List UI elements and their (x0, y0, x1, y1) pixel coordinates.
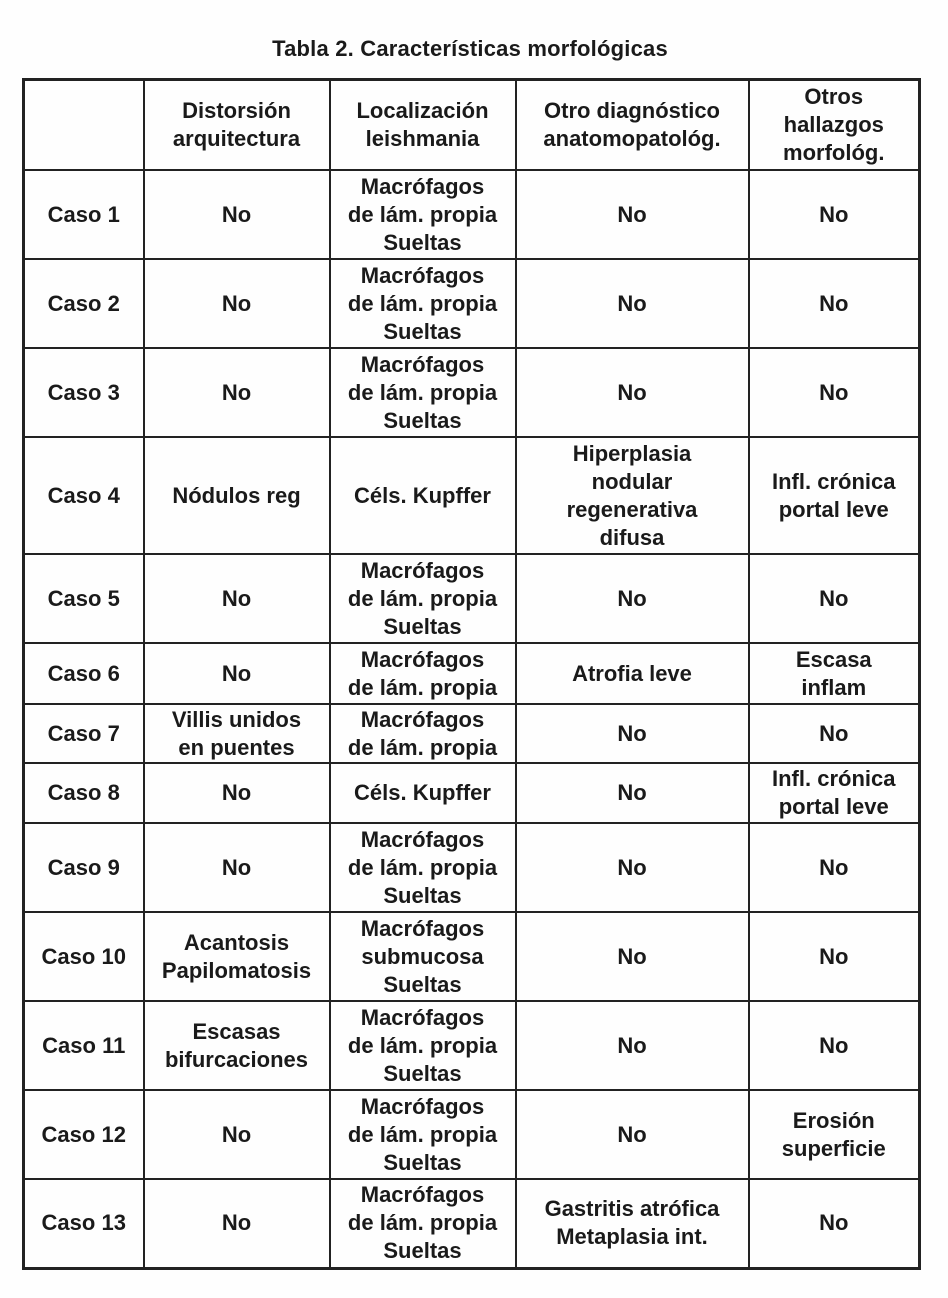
table-row (24, 912, 920, 1001)
case-label: Caso 6 (24, 643, 144, 704)
table-row (24, 1001, 920, 1090)
case-label: Caso 8 (24, 763, 144, 823)
table-cell: No (144, 348, 330, 437)
table-cell: No (749, 1179, 920, 1268)
table-cell: Macrófagos de lám. propia (330, 704, 516, 763)
table-cell: No (144, 763, 330, 823)
table-row (24, 437, 920, 554)
table-row (24, 763, 920, 823)
table-row (24, 704, 920, 763)
table-cell: Macrófagos de lám. propia Sueltas (330, 1090, 516, 1179)
table-cell: Escasas bifurcaciones (144, 1001, 330, 1090)
table-cell: No (144, 823, 330, 912)
case-label: Caso 5 (24, 554, 144, 643)
table-cell: No (144, 1179, 330, 1268)
table-cell: Nódulos reg (144, 437, 330, 554)
table-cell: No (749, 1001, 920, 1090)
table-cell: No (749, 912, 920, 1001)
table-cell: Macrófagos de lám. propia Sueltas (330, 170, 516, 259)
table-cell: No (516, 348, 749, 437)
table-cell: Gastritis atrófica Metaplasia int. (516, 1179, 749, 1268)
table-cell: No (516, 170, 749, 259)
table-row (24, 1179, 920, 1268)
header-otros-hallazgos: Otros hallazgos morfológ. (749, 80, 920, 171)
table-cell: Escasa inflam (749, 643, 920, 704)
table-cell: No (516, 704, 749, 763)
table-row (24, 643, 920, 704)
case-label: Caso 12 (24, 1090, 144, 1179)
table-cell: No (749, 170, 920, 259)
case-label: Caso 2 (24, 259, 144, 348)
table-cell: Villis unidos en puentes (144, 704, 330, 763)
table-row (24, 259, 920, 348)
table-cell: No (144, 170, 330, 259)
table-row (24, 170, 920, 259)
table-cell: No (144, 554, 330, 643)
table-cell: No (144, 643, 330, 704)
table-cell: No (516, 554, 749, 643)
table-cell: No (749, 348, 920, 437)
table-cell: Acantosis Papilomatosis (144, 912, 330, 1001)
table-cell: Macrófagos submucosa Sueltas (330, 912, 516, 1001)
table-title: Tabla 2. Características morfológicas (272, 36, 668, 61)
header-cell-blank (24, 80, 144, 171)
case-label: Caso 7 (24, 704, 144, 763)
table-cell: Hiperplasia nodular regenerativa difusa (516, 437, 749, 554)
header-distorsion: Distorsión arquitectura (144, 80, 330, 171)
table-row (24, 823, 920, 912)
table-cell: Macrófagos de lám. propia Sueltas (330, 823, 516, 912)
case-label: Caso 13 (24, 1179, 144, 1268)
table-cell: Macrófagos de lám. propia Sueltas (330, 259, 516, 348)
table-row (24, 1090, 920, 1179)
table-cell: Atrofia leve (516, 643, 749, 704)
table-cell: No (516, 823, 749, 912)
header-localizacion: Localización leishmania (330, 80, 516, 171)
table-cell: Erosión superficie (749, 1090, 920, 1179)
table-cell: No (516, 912, 749, 1001)
table-cell: No (749, 823, 920, 912)
case-label: Caso 3 (24, 348, 144, 437)
header-otro-diagnostico: Otro diagnóstico anatomopatológ. (516, 80, 749, 171)
table-cell: Céls. Kupffer (330, 763, 516, 823)
table-cell: Céls. Kupffer (330, 437, 516, 554)
morphology-table (22, 78, 921, 1270)
case-label: Caso 10 (24, 912, 144, 1001)
table-cell: No (749, 259, 920, 348)
table-cell: Macrófagos de lám. propia Sueltas (330, 1001, 516, 1090)
table-cell: No (516, 1001, 749, 1090)
table-cell: Macrófagos de lám. propia Sueltas (330, 1179, 516, 1268)
case-label: Caso 9 (24, 823, 144, 912)
table-cell: Infl. crónica portal leve (749, 763, 920, 823)
header-row (24, 80, 920, 171)
table-cell: Macrófagos de lám. propia (330, 643, 516, 704)
table-cell: No (516, 259, 749, 348)
case-label: Caso 11 (24, 1001, 144, 1090)
table-cell: Macrófagos de lám. propia Sueltas (330, 554, 516, 643)
table-cell: No (516, 1090, 749, 1179)
table-cell: No (144, 1090, 330, 1179)
table-cell: Macrófagos de lám. propia Sueltas (330, 348, 516, 437)
table-cell: No (749, 704, 920, 763)
case-label: Caso 4 (24, 437, 144, 554)
table-row (24, 348, 920, 437)
table-cell: No (144, 259, 330, 348)
table-cell: No (516, 763, 749, 823)
table-cell: No (749, 554, 920, 643)
table-cell: Infl. crónica portal leve (749, 437, 920, 554)
case-label: Caso 1 (24, 170, 144, 259)
table-row (24, 554, 920, 643)
